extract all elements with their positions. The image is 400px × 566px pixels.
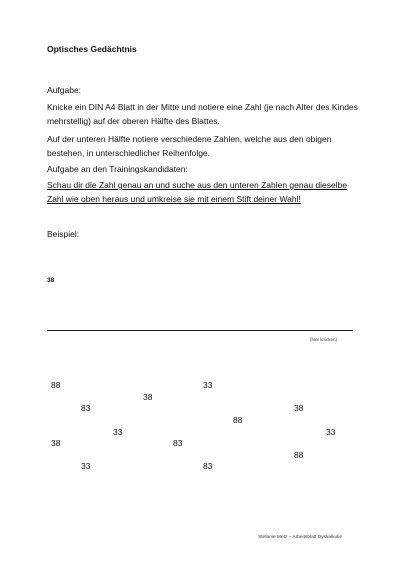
- number-item: 33: [113, 427, 123, 437]
- number-item: 83: [173, 438, 183, 448]
- underlined-instruction: Schau dir die Zahl genau an und suche aus den unteren Zahlen genau dieselbe Zahl wie oben heraus und umkreise sie mit einem Stift deiner Wahl!: [47, 180, 348, 204]
- number-item: 38: [294, 403, 304, 413]
- page-title: Optisches Gedächtnis: [47, 44, 137, 54]
- number-item: 33: [81, 461, 91, 471]
- number-item: 38: [51, 438, 61, 448]
- number-item: 88: [294, 450, 304, 460]
- fold-label: (hier knicken): [310, 337, 338, 342]
- fold-line: [47, 330, 353, 331]
- task-heading: Aufgabe:: [47, 85, 82, 95]
- number-item: 38: [143, 392, 153, 402]
- footer-credit: Stefanie Metz – Arbeitsblatt Dyskalkulie: [258, 535, 342, 540]
- number-item: 88: [233, 415, 243, 425]
- example-number: 38: [47, 277, 55, 284]
- paragraph-lower-half: Auf der unteren Hälfte notiere verschiedene Zahlen, welche aus den obigen bestehen, in unterschiedlicher Reihenfolge.: [47, 134, 332, 158]
- number-item: 33: [326, 427, 336, 437]
- example-label: Beispiel:: [47, 229, 80, 239]
- paragraph-candidate-task: Aufgabe an den Trainingskandidaten:: [47, 164, 188, 174]
- number-item: 83: [203, 461, 213, 471]
- paragraph-fold-instruction: Knicke ein DIN A4 Blatt in der Mitte und notiere eine Zahl (je nach Alter des Kindes mehrstellig) auf der oberen Hälfte des Blattes.: [47, 102, 358, 126]
- number-item: 83: [81, 403, 91, 413]
- number-item: 88: [51, 380, 61, 390]
- number-item: 33: [203, 380, 213, 390]
